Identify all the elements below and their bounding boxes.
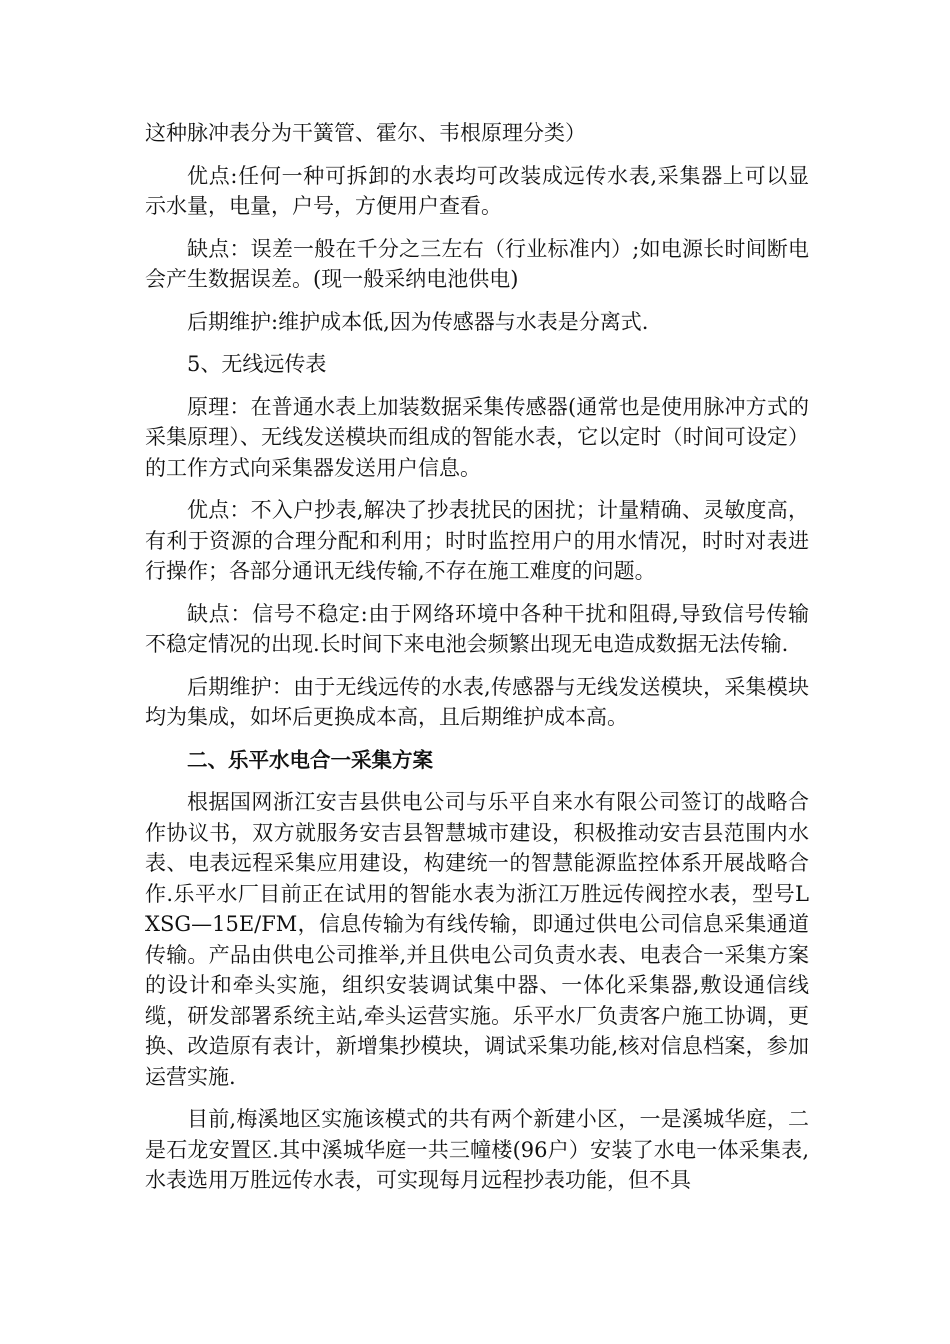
document-body	[145, 118, 809, 1208]
section-title-wireless-meter: 5、无线远传表	[187, 352, 327, 376]
paragraph-pulse-maintenance: 后期维护:维护成本低,因为传感器与水表是分离式.	[187, 309, 649, 334]
paragraph-pulse-disadvantages: 缺点：误差一般在千分之三左右（行业标准内）;如电源长时间断电会产生数据误差。(现一般采纳电池供电)	[145, 236, 809, 291]
section-heading-leping-scheme: 二、乐平水电合一采集方案	[187, 747, 433, 772]
paragraph-pulse-meter-types: 这种脉冲表分为干簧管、霍尔、韦根原理分类）	[145, 121, 586, 145]
paragraph-wireless-advantages: 优点：不入户抄表,解决了抄表扰民的困扰；计量精确、灵敏度高，有利于资源的合理分配和利用；时时监控用户的用水情况，时时对表进行操作；各部分通讯无线传输,不存在施工难度的问题。	[145, 498, 809, 583]
paragraph-wireless-disadvantages: 缺点：信号不稳定:由于网络环境中各种干扰和阻碍,导致信号传输不稳定情况的出现.长时间下来电池会频繁出现无电造成数据无法传输.	[145, 601, 809, 656]
paragraph-pulse-advantages: 优点:任何一种可拆卸的水表均可改装成远传水表,采集器上可以显示水量，电量，户号，方便用户查看。	[145, 163, 809, 218]
paragraph-wireless-maintenance: 后期维护：由于无线远传的水表,传感器与无线发送模块，采集模块均为集成，如坏后更换成本高，且后期维护成本高。	[145, 674, 809, 729]
paragraph-cooperation-agreement: 根据国网浙江安吉县供电公司与乐平自来水有限公司签订的战略合作协议书，双方就服务安吉县智慧城市建设，积极推动安吉县范围内水表、电表远程采集应用建设，构建统一的智慧能源监控体系开展战略合作.乐平水厂目前正在试用的智能水表为浙江万胜远传阀控水表，型号LXSG—15E/FM，信息传输为有线传输，即通过供电公司信息采集通道传输。产品由供电公司推举,并且供电公司负责水表、电表合一采集方案的设计和牵头实施，组织安装调试集中器、一体化采集器,敷设通信线缆，研发部署系统主站,牵头运营实施。乐平水厂负责客户施工协调，更换、改造原有表计，新增集抄模块，调试采集功能,核对信息档案，参加运营实施.	[145, 790, 809, 1089]
paragraph-wireless-principle: 原理：在普通水表上加装数据采集传感器(通常也是使用脉冲方式的采集原理）、无线发送模块而组成的智能水表，它以定时（时间可设定）的工作方式向采集器发送用户信息。	[145, 394, 809, 480]
paragraph-current-implementation: 目前,梅溪地区实施该模式的共有两个新建小区，一是溪城华庭，二是石龙安置区.其中溪城华庭一共三幢楼(96户）安装了水电一体采集表,水表选用万胜远传水表，可实现每月远程抄表功能，但不具	[145, 1107, 809, 1192]
